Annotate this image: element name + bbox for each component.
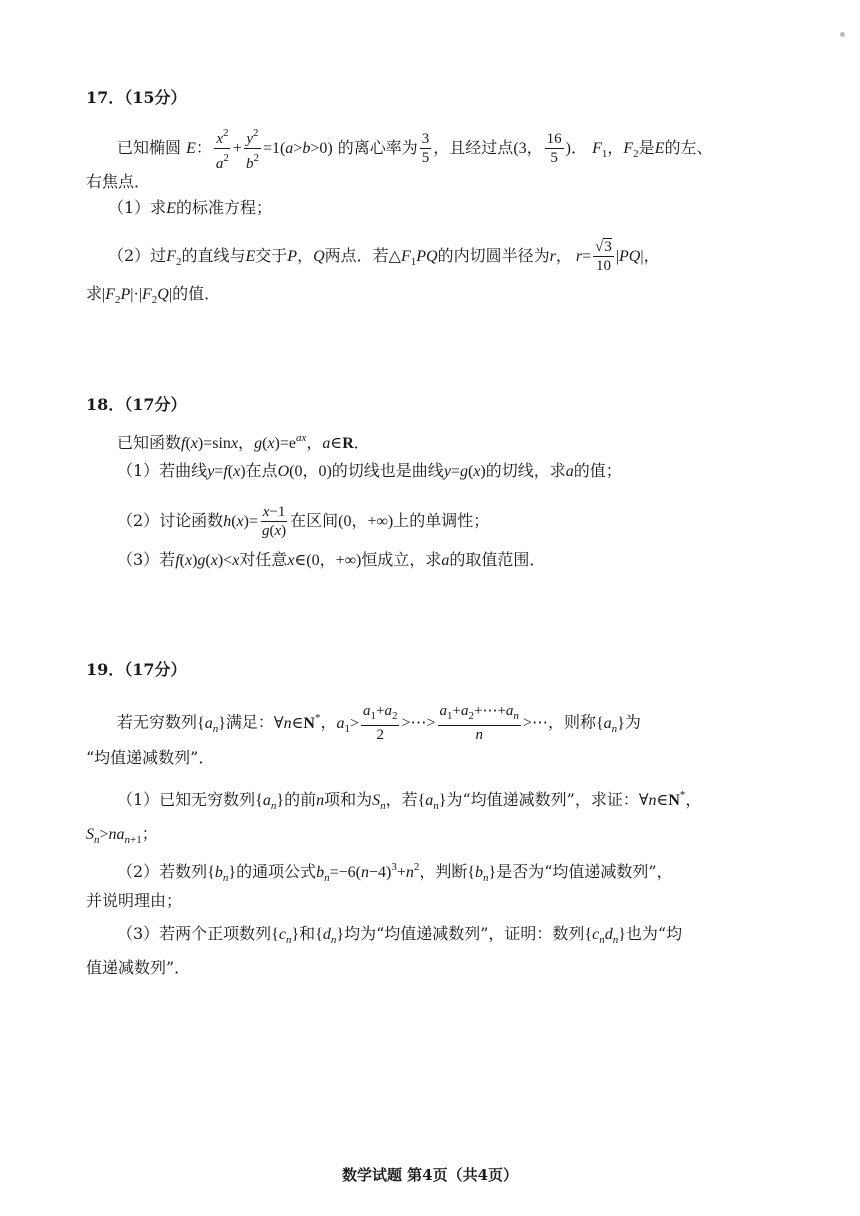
problem-17-header: 17．（15分）	[86, 88, 187, 107]
problem-17-part-1: （1）求E的标准方程；	[108, 198, 272, 217]
problem-18-part-3: （3）若f(x)g(x)<x对任意x∈(0，+∞)恒成立，求a的取值范围．	[117, 550, 546, 569]
problem-19-part-1: （1）已知无穷数列$\{a_n\}$的前n项和为$S_n$，若$\{a_n\}$为“均值递减数列”，求证：∀n∈N*，	[117, 789, 702, 812]
problem-17-statement: 已知椭圆 E： $\frac{x^2}{a^2}$ + $\frac{y^2}{b^2}$ =1(a>b>0) 的离心率为 $\frac{3}{5}$ ，且经过点(3， $\frac{16}{5}$ )． $F_1$，$F_2$是E的左、	[117, 124, 712, 173]
problem-19-statement-cont: “均值递减数列”．	[86, 748, 215, 767]
problem-17-part-2-cont: 求$|F_2P|\cdot|F_2Q|$的值．	[86, 284, 221, 306]
problem-17-part-2: （2）过$F_2$的直线与E交于P，Q两点．若$\triangle F_1PQ$的内切圆半径为r， r= $\frac{√3}{10}$ |PQ|，	[108, 239, 660, 274]
problem-19-part-1-cont: $S_n>na_{n+1}$；	[86, 824, 158, 846]
problem-18-statement: 已知函数f(x)=sinx，$g(x)=e^{ax}$，a∈R．	[117, 432, 370, 452]
problem-19-header: 19．（17分）	[86, 660, 187, 679]
problem-19-part-3-cont: 值递减数列”．	[86, 958, 191, 977]
problem-18-header: 18．（17分）	[86, 395, 187, 414]
scan-mark	[840, 32, 845, 37]
problem-19-part-2: （2）若数列$\{b_n\}$的通项公式$b_n=-6(n-4)^3+n^2$，判断$\{b_n\}$是否为“均值递减数列”，	[117, 861, 673, 884]
problem-17-statement-cont: 右焦点．	[86, 172, 151, 191]
problem-19-statement: 若无穷数列$\{a_n\}$满足：∀n∈N*，$a_1>$ $\frac{a_1+a_2}{2}$ >⋯> $\frac{a_1+a_2+\cdots+a_n}{n}$ >⋯，则称$\{a_n\}$为	[117, 703, 641, 743]
page-footer: 数学试题 第4页（共4页）	[341, 1166, 519, 1184]
problem-19-part-3: （3）若两个正项数列$\{c_n\}$和$\{d_n\}$均为“均值递减数列”，证明：数列$\{c_nd_n\}$也为“均	[117, 924, 683, 946]
problem-19-part-2-cont: 并说明理由；	[86, 891, 183, 910]
problem-18-part-1: （1）若曲线y=f(x)在点O(0，0)的切线也是曲线y=g(x)的切线，求a的值；	[117, 461, 622, 480]
problem-18-part-2: （2）讨论函数h(x)= $\frac{x-1}{g(x)}$ 在区间(0，+∞)上的单调性；	[117, 504, 490, 539]
